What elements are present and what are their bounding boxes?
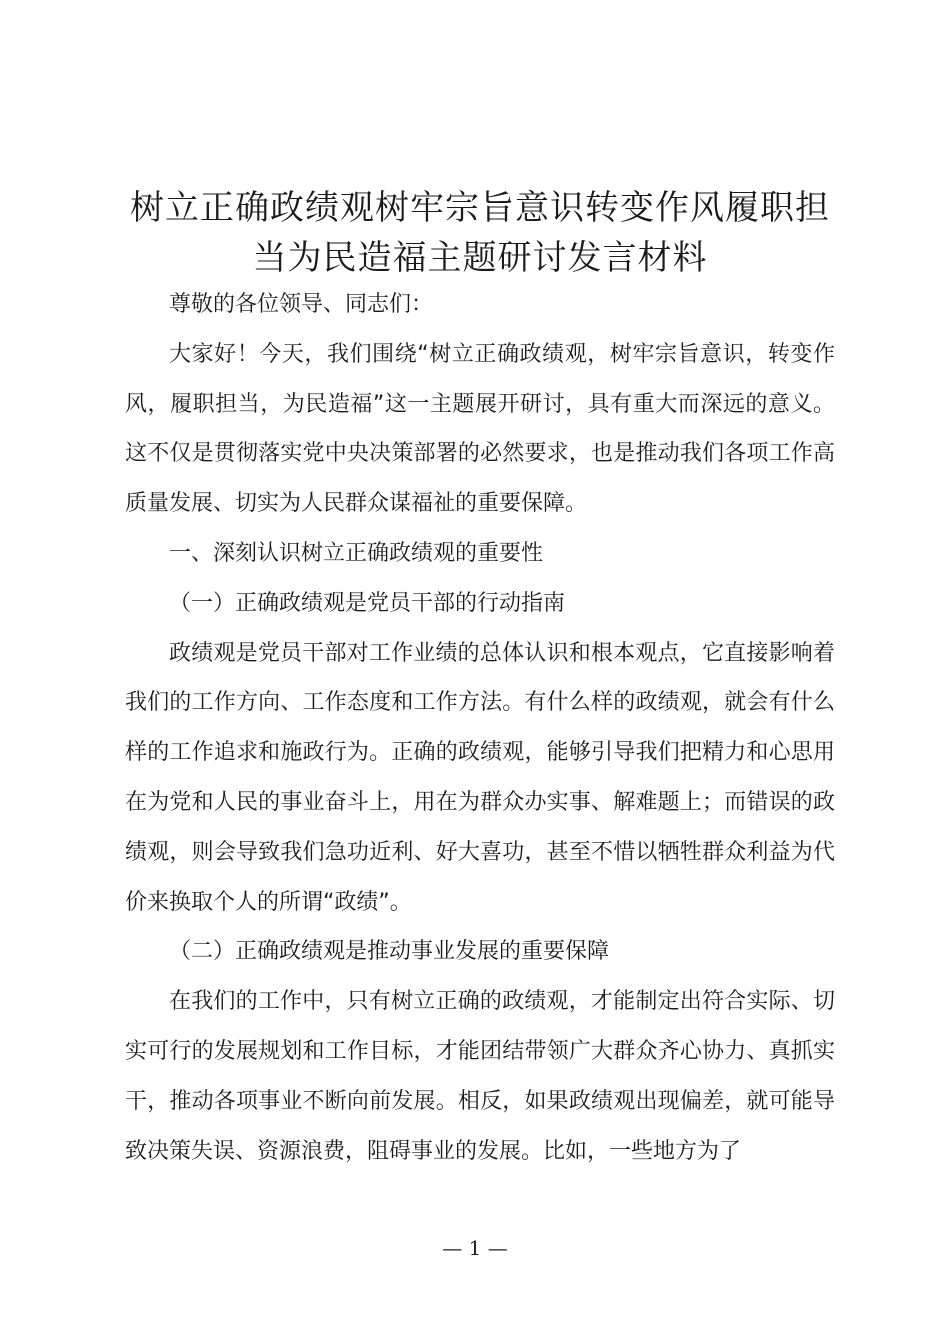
document-title: 树立正确政绩观树牢宗旨意识转变作风履职担当为民造福主题研讨发言材料 [130, 188, 830, 278]
body-paragraph: 政绩观是党员干部对工作业绩的总体认识和根本观点，它直接影响着我们的工作方向、工作态度和工作方法。有什么样的政绩观，就会有什么样的工作追求和施政行为。正确的政绩观，能够引导我们把精力和心思用在为党和人民的事业奋斗上，用在为群众办实事、解难题上；而错误的政绩观，则会导致我们急功近利、好大喜功，甚至不惜以牺牲群众利益为代价来换取个人的所谓“政绩”。 [125, 640, 835, 915]
intro-paragraph: 大家好！今天，我们围绕“树立正确政绩观，树牢宗旨意识，转变作风，履职担当，为民造福”这一主题展开研讨，具有重大而深远的意义。这不仅是贯彻落实党中央决策部署的必然要求，也是推动我们各项工作高质量发展、切实为人民群众谋福祉的重要保障。 [125, 341, 835, 517]
subsection-heading: （一）正确政绩观是党员干部的行动指南 [169, 590, 566, 616]
page-number: — 1 — [442, 1236, 508, 1260]
section-heading: 一、深刻认识树立正确政绩观的重要性 [169, 540, 544, 566]
body-paragraph: 在我们的工作中，只有树立正确的政绩观，才能制定出符合实际、切实可行的发展规划和工作目标，才能团结带领广大群众齐心协力、真抓实干，推动各项事业不断向前发展。相反，如果政绩观出现偏差，就可能导致决策失误、资源浪费，阻碍事业的发展。比如，一些地方为了 [125, 989, 835, 1164]
salutation: 尊敬的各位领导、同志们： [169, 292, 434, 317]
document-body [125, 280, 835, 1176]
subsection-heading: （二）正确政绩观是推动事业发展的重要保障 [169, 939, 610, 965]
